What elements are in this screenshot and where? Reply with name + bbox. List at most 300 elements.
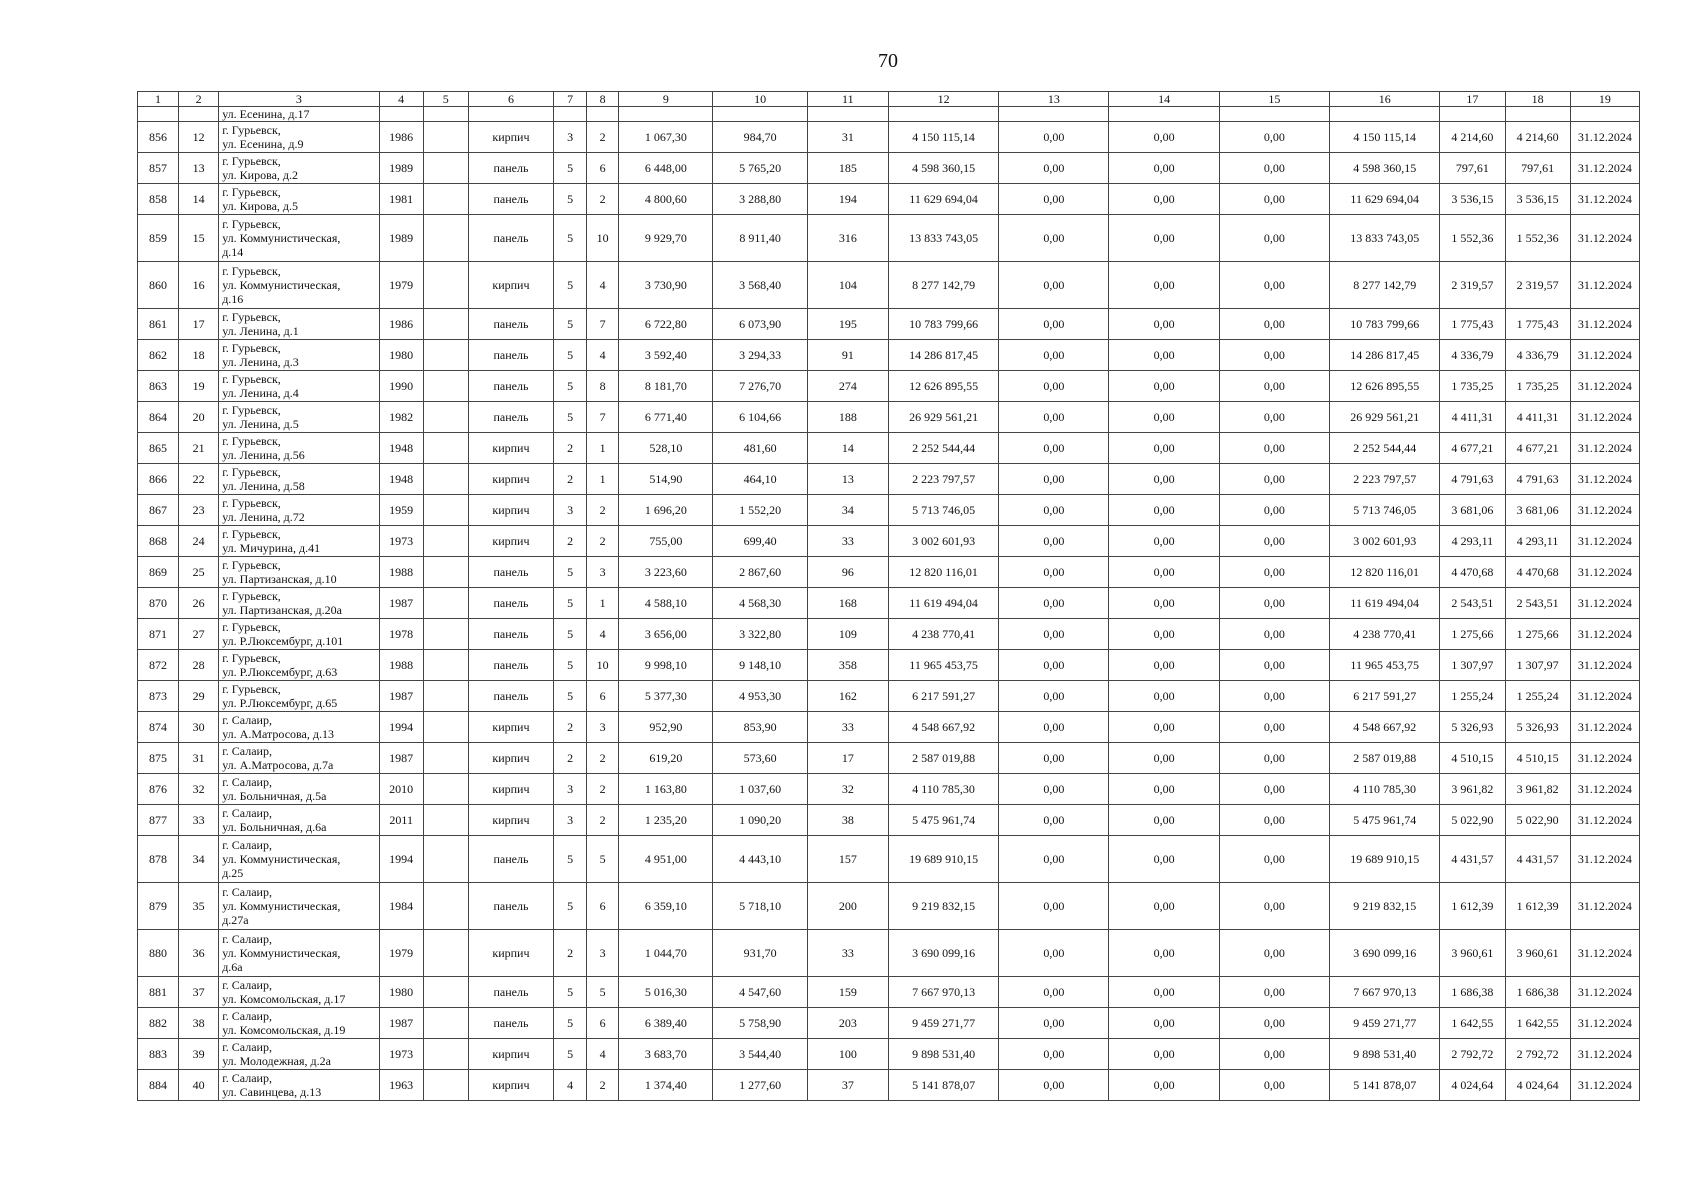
table-cell: 5 [554, 1039, 587, 1070]
table-row [138, 557, 1640, 588]
table-cell: 40 [179, 1070, 219, 1101]
table-cell [423, 774, 468, 805]
table-cell: 4 [554, 1070, 587, 1101]
table-cell: 5 022,90 [1505, 805, 1570, 836]
table-cell: 25 [179, 557, 219, 588]
table-cell: 0,00 [1109, 1008, 1219, 1039]
table-cell: 14 286 817,45 [1330, 340, 1440, 371]
table-cell: 37 [179, 977, 219, 1008]
column-header: 7 [554, 92, 587, 107]
table-cell: 5 [554, 588, 587, 619]
table-cell: 0,00 [1219, 557, 1329, 588]
table-cell: 0,00 [999, 464, 1109, 495]
table-cell: 3 536,15 [1440, 184, 1505, 215]
table-cell: 2 867,60 [713, 557, 807, 588]
table-cell: 13 [179, 153, 219, 184]
table-cell: 1979 [379, 262, 423, 309]
table-cell: 0,00 [1109, 433, 1219, 464]
table-cell [423, 433, 468, 464]
table-cell: 0,00 [1219, 588, 1329, 619]
table-cell: 755,00 [619, 526, 713, 557]
table-row [138, 153, 1640, 184]
table-row [138, 681, 1640, 712]
table-cell: 38 [179, 1008, 219, 1039]
table-cell: 1988 [379, 650, 423, 681]
table-cell: панель [468, 977, 553, 1008]
table-cell: 3 002 601,93 [1330, 526, 1440, 557]
address-cell: г. Салаир, ул. Молодежная, д.2а [219, 1039, 379, 1070]
table-row [138, 433, 1640, 464]
address-cell: г. Гурьевск, ул. Есенина, д.9 [219, 122, 379, 153]
table-cell: 3 681,06 [1440, 495, 1505, 526]
table-cell [423, 464, 468, 495]
table-cell: 12 626 895,55 [1330, 371, 1440, 402]
table-cell: 0,00 [999, 309, 1109, 340]
table-cell: кирпич [468, 1039, 553, 1070]
table-cell: 0,00 [1219, 153, 1329, 184]
table-cell: 1987 [379, 681, 423, 712]
table-cell: 3 [554, 774, 587, 805]
table-row [138, 1039, 1640, 1070]
table-cell: кирпич [468, 495, 553, 526]
table-cell: 2 [587, 122, 619, 153]
continuation-address: ул. Есенина, д.17 [219, 107, 379, 122]
address-cell: г. Гурьевск, ул. Ленина, д.3 [219, 340, 379, 371]
table-cell: 9 459 271,77 [1330, 1008, 1440, 1039]
table-row [138, 495, 1640, 526]
address-cell: г. Салаир, ул. Комсомольская, д.17 [219, 977, 379, 1008]
table-cell: 4 150 115,14 [888, 122, 998, 153]
table-cell: 1979 [379, 930, 423, 977]
table-row [138, 402, 1640, 433]
table-cell: 2 587 019,88 [1330, 743, 1440, 774]
table-cell: 11 619 494,04 [888, 588, 998, 619]
table-cell [423, 930, 468, 977]
table-cell: 1 [587, 588, 619, 619]
table-cell: 4 791,63 [1505, 464, 1570, 495]
table-cell: 0,00 [1219, 619, 1329, 650]
table-cell: 27 [179, 619, 219, 650]
address-cell: г. Салаир, ул. Савинцева, д.13 [219, 1070, 379, 1101]
table-cell: 0,00 [1109, 743, 1219, 774]
table-cell: 0,00 [1109, 836, 1219, 883]
table-cell: 4 510,15 [1505, 743, 1570, 774]
table-row [138, 309, 1640, 340]
table-cell [423, 836, 468, 883]
table-cell: 1 612,39 [1440, 883, 1505, 930]
table-cell: 5 718,10 [713, 883, 807, 930]
table-cell: 11 619 494,04 [1330, 588, 1440, 619]
table-cell: 1 642,55 [1440, 1008, 1505, 1039]
table-cell [423, 1039, 468, 1070]
table-cell: 31.12.2024 [1570, 681, 1639, 712]
address-cell: г. Гурьевск, ул. Партизанская, д.10 [219, 557, 379, 588]
table-cell: 0,00 [999, 495, 1109, 526]
table-cell [423, 184, 468, 215]
table-cell: 2 [587, 526, 619, 557]
table-cell: 4 791,63 [1440, 464, 1505, 495]
column-header: 8 [587, 92, 619, 107]
table-cell: 866 [138, 464, 179, 495]
address-cell: г. Салаир, ул. Коммунистическая, д.6а [219, 930, 379, 977]
table-cell: 9 148,10 [713, 650, 807, 681]
column-header: 17 [1440, 92, 1505, 107]
table-cell: 6 359,10 [619, 883, 713, 930]
table-cell: 0,00 [1219, 743, 1329, 774]
table-cell [423, 650, 468, 681]
table-cell: 0,00 [1109, 526, 1219, 557]
table-cell: кирпич [468, 1070, 553, 1101]
table-cell: 4 024,64 [1505, 1070, 1570, 1101]
table-cell: 1990 [379, 371, 423, 402]
table-cell: 4 677,21 [1440, 433, 1505, 464]
address-cell: г. Салаир, ул. А.Матросова, д.7а [219, 743, 379, 774]
table-cell: 14 [807, 433, 888, 464]
table-cell: 31.12.2024 [1570, 650, 1639, 681]
table-cell: 0,00 [1109, 1039, 1219, 1070]
table-cell: 4 677,21 [1505, 433, 1570, 464]
table-cell: 868 [138, 526, 179, 557]
table-cell: 4 470,68 [1440, 557, 1505, 588]
table-cell: 31.12.2024 [1570, 262, 1639, 309]
table-cell: панель [468, 836, 553, 883]
table-cell: 100 [807, 1039, 888, 1070]
table-cell: 28 [179, 650, 219, 681]
table-cell [423, 743, 468, 774]
table-cell: 1 612,39 [1505, 883, 1570, 930]
table-cell: 3 683,70 [619, 1039, 713, 1070]
table-cell: 878 [138, 836, 179, 883]
table-cell: панель [468, 153, 553, 184]
table-cell: 0,00 [1219, 774, 1329, 805]
table-cell: 20 [179, 402, 219, 433]
column-header: 14 [1109, 92, 1219, 107]
table-cell: 0,00 [999, 743, 1109, 774]
table-cell: 33 [807, 526, 888, 557]
table-cell: 4 548 667,92 [888, 712, 998, 743]
table-cell: 0,00 [1109, 977, 1219, 1008]
table-cell: 1980 [379, 340, 423, 371]
table-cell: 21 [179, 433, 219, 464]
table-cell: 9 459 271,77 [888, 1008, 998, 1039]
table-cell: 0,00 [999, 340, 1109, 371]
table-cell: 31.12.2024 [1570, 774, 1639, 805]
table-cell [423, 122, 468, 153]
table-cell: 3 [587, 557, 619, 588]
table-cell: 0,00 [1109, 681, 1219, 712]
address-cell: г. Салаир, ул. Комсомольская, д.19 [219, 1008, 379, 1039]
table-cell: 5 326,93 [1440, 712, 1505, 743]
table-cell: 38 [807, 805, 888, 836]
table-cell: 2 543,51 [1440, 588, 1505, 619]
table-cell: 11 629 694,04 [1330, 184, 1440, 215]
table-cell: 2 792,72 [1440, 1039, 1505, 1070]
table-row [138, 1070, 1640, 1101]
table-cell: 0,00 [1219, 712, 1329, 743]
table-cell: 4 214,60 [1440, 122, 1505, 153]
table-cell: 0,00 [1219, 215, 1329, 262]
table-cell: 4 800,60 [619, 184, 713, 215]
table-cell: 31.12.2024 [1570, 930, 1639, 977]
table-cell: 31.12.2024 [1570, 433, 1639, 464]
address-cell: г. Гурьевск, ул. Ленина, д.72 [219, 495, 379, 526]
table-cell: 1986 [379, 309, 423, 340]
table-cell: 871 [138, 619, 179, 650]
table-cell: 5 016,30 [619, 977, 713, 1008]
table-cell: 162 [807, 681, 888, 712]
table-cell: 619,20 [619, 743, 713, 774]
table-cell: 1987 [379, 743, 423, 774]
table-cell: 0,00 [1219, 402, 1329, 433]
table-cell: 1 [587, 433, 619, 464]
table-cell: кирпич [468, 774, 553, 805]
table-cell: 0,00 [1219, 495, 1329, 526]
table-cell: 8 [587, 371, 619, 402]
table-cell: 0,00 [999, 805, 1109, 836]
table-cell: 6 [587, 1008, 619, 1039]
column-header: 13 [999, 92, 1109, 107]
table-cell: 1 090,20 [713, 805, 807, 836]
table-cell: 5 713 746,05 [1330, 495, 1440, 526]
table-cell: 10 [587, 650, 619, 681]
table-cell: 3 568,40 [713, 262, 807, 309]
table-cell: 35 [179, 883, 219, 930]
table-cell: 0,00 [999, 836, 1109, 883]
table-cell [423, 805, 468, 836]
table-cell: 1987 [379, 1008, 423, 1039]
table-cell [423, 1008, 468, 1039]
table-cell: 18 [179, 340, 219, 371]
table-cell: 4 293,11 [1505, 526, 1570, 557]
table-cell: 194 [807, 184, 888, 215]
table-cell: 16 [179, 262, 219, 309]
table-cell: 4 548 667,92 [1330, 712, 1440, 743]
table-cell: 856 [138, 122, 179, 153]
table-cell: 31.12.2024 [1570, 743, 1639, 774]
column-header: 6 [468, 92, 553, 107]
table-cell: 12 [179, 122, 219, 153]
table-cell: 883 [138, 1039, 179, 1070]
table-cell [423, 262, 468, 309]
table-cell: 17 [807, 743, 888, 774]
table-row [138, 215, 1640, 262]
table-cell: 0,00 [999, 930, 1109, 977]
table-cell: 0,00 [1109, 153, 1219, 184]
table-cell: панель [468, 883, 553, 930]
table-cell: 11 965 453,75 [888, 650, 998, 681]
table-row [138, 883, 1640, 930]
table-cell: 0,00 [1109, 309, 1219, 340]
table-cell: 6 217 591,27 [1330, 681, 1440, 712]
table-cell: 863 [138, 371, 179, 402]
table-cell: кирпич [468, 122, 553, 153]
table-row [138, 262, 1640, 309]
table-cell: 1980 [379, 977, 423, 1008]
table-cell: 1 735,25 [1440, 371, 1505, 402]
table-cell: 4 470,68 [1505, 557, 1570, 588]
table-cell: 9 898 531,40 [1330, 1039, 1440, 1070]
table-cell: 2 587 019,88 [888, 743, 998, 774]
table-cell: 3 960,61 [1505, 930, 1570, 977]
table-cell [423, 557, 468, 588]
table-cell [423, 371, 468, 402]
table-cell: 862 [138, 340, 179, 371]
table-cell: 5 [554, 371, 587, 402]
column-header: 11 [807, 92, 888, 107]
table-cell: 0,00 [999, 977, 1109, 1008]
table-cell [423, 309, 468, 340]
column-header: 12 [888, 92, 998, 107]
table-cell: панель [468, 619, 553, 650]
table-cell: 4 953,30 [713, 681, 807, 712]
table-cell: 5 [554, 184, 587, 215]
table-row [138, 340, 1640, 371]
table-cell: 31 [179, 743, 219, 774]
table-cell: 109 [807, 619, 888, 650]
table-cell: панель [468, 588, 553, 619]
table-cell: 2 319,57 [1440, 262, 1505, 309]
address-cell: г. Гурьевск, ул. Ленина, д.58 [219, 464, 379, 495]
table-cell: 853,90 [713, 712, 807, 743]
table-cell: 4 598 360,15 [1330, 153, 1440, 184]
column-number-row [138, 92, 1640, 107]
address-cell: г. Салаир, ул. Больничная, д.6а [219, 805, 379, 836]
table-cell: 464,10 [713, 464, 807, 495]
table-cell: 6 389,40 [619, 1008, 713, 1039]
table-cell: 3 [554, 122, 587, 153]
table-cell: 7 [587, 402, 619, 433]
table-cell: 0,00 [999, 262, 1109, 309]
table-cell: 0,00 [1219, 340, 1329, 371]
table-cell: 12 820 116,01 [1330, 557, 1440, 588]
table-cell: панель [468, 402, 553, 433]
table-cell: 11 965 453,75 [1330, 650, 1440, 681]
table-cell: 4 598 360,15 [888, 153, 998, 184]
table-cell: 2 [587, 743, 619, 774]
table-cell: 31.12.2024 [1570, 588, 1639, 619]
table-cell: 5 [554, 262, 587, 309]
table-cell: 96 [807, 557, 888, 588]
table-cell: 31.12.2024 [1570, 836, 1639, 883]
table-cell: 31.12.2024 [1570, 122, 1639, 153]
table-cell: 26 929 561,21 [1330, 402, 1440, 433]
table-cell: 5 [554, 619, 587, 650]
table-cell: 200 [807, 883, 888, 930]
table-cell: 0,00 [1109, 930, 1219, 977]
table-cell: 0,00 [1219, 184, 1329, 215]
table-cell: 4 [587, 1039, 619, 1070]
table-cell: 0,00 [1109, 371, 1219, 402]
table-cell: 23 [179, 495, 219, 526]
table-cell: 13 [807, 464, 888, 495]
address-cell: г. Гурьевск, ул. Р.Люксембург, д.101 [219, 619, 379, 650]
table-cell: 31.12.2024 [1570, 1008, 1639, 1039]
table-cell: 0,00 [1219, 1070, 1329, 1101]
table-cell: 0,00 [1219, 1039, 1329, 1070]
table-cell: 1 552,36 [1440, 215, 1505, 262]
table-cell: 4 238 770,41 [1330, 619, 1440, 650]
table-cell: 1973 [379, 526, 423, 557]
table-cell: 4 [587, 619, 619, 650]
address-cell: г. Салаир, ул. А.Матросова, д.13 [219, 712, 379, 743]
table-cell: панель [468, 309, 553, 340]
table-cell: 0,00 [999, 883, 1109, 930]
table-cell: 14 286 817,45 [888, 340, 998, 371]
table-cell: 4 443,10 [713, 836, 807, 883]
table-cell: 881 [138, 977, 179, 1008]
table-cell: 1987 [379, 588, 423, 619]
table-cell: 31.12.2024 [1570, 371, 1639, 402]
table-cell: 1982 [379, 402, 423, 433]
table-cell: 33 [179, 805, 219, 836]
table-cell: 14 [179, 184, 219, 215]
table-cell: 0,00 [999, 153, 1109, 184]
table-cell: 31.12.2024 [1570, 495, 1639, 526]
table-cell: 12 626 895,55 [888, 371, 998, 402]
table-row [138, 805, 1640, 836]
table-cell: 0,00 [999, 402, 1109, 433]
table-cell: 3 960,61 [1440, 930, 1505, 977]
table-cell: 195 [807, 309, 888, 340]
table-cell: 2 223 797,57 [1330, 464, 1440, 495]
table-cell: 31.12.2024 [1570, 215, 1639, 262]
table-cell: 31.12.2024 [1570, 184, 1639, 215]
table-cell: 3 592,40 [619, 340, 713, 371]
table-cell: 0,00 [1219, 464, 1329, 495]
table-cell: 8 911,40 [713, 215, 807, 262]
table-cell: 4 [587, 262, 619, 309]
table-cell: 31.12.2024 [1570, 340, 1639, 371]
table-cell: 3 961,82 [1505, 774, 1570, 805]
table-cell: 3 656,00 [619, 619, 713, 650]
table-cell: 3 002 601,93 [888, 526, 998, 557]
table-cell: 1959 [379, 495, 423, 526]
address-cell: г. Салаир, ул. Больничная, д.5а [219, 774, 379, 805]
table-cell: кирпич [468, 262, 553, 309]
table-cell: 931,70 [713, 930, 807, 977]
table-cell: 0,00 [999, 712, 1109, 743]
table-cell: 2010 [379, 774, 423, 805]
table-cell: 9 929,70 [619, 215, 713, 262]
table-row [138, 712, 1640, 743]
table-cell: 31 [807, 122, 888, 153]
table-cell: 0,00 [999, 681, 1109, 712]
table-cell: 31.12.2024 [1570, 153, 1639, 184]
table-cell: 13 833 743,05 [888, 215, 998, 262]
table-cell: 858 [138, 184, 179, 215]
table-cell: 0,00 [999, 557, 1109, 588]
table-cell: 6 448,00 [619, 153, 713, 184]
table-cell: 1 044,70 [619, 930, 713, 977]
table-row [138, 371, 1640, 402]
table-cell: 6 [587, 883, 619, 930]
table-cell: 4 150 115,14 [1330, 122, 1440, 153]
table-cell: 5 [554, 340, 587, 371]
table-cell: 19 689 910,15 [1330, 836, 1440, 883]
column-header: 3 [219, 92, 379, 107]
table-cell: 10 783 799,66 [1330, 309, 1440, 340]
table-cell: 2 [587, 495, 619, 526]
table-cell: 0,00 [999, 215, 1109, 262]
table-cell: 185 [807, 153, 888, 184]
table-cell: 1988 [379, 557, 423, 588]
table-cell: 39 [179, 1039, 219, 1070]
table-cell: 26 [179, 588, 219, 619]
table-cell: 5 022,90 [1440, 805, 1505, 836]
table-cell: 168 [807, 588, 888, 619]
table-cell: 5 758,90 [713, 1008, 807, 1039]
table-cell: 797,61 [1440, 153, 1505, 184]
